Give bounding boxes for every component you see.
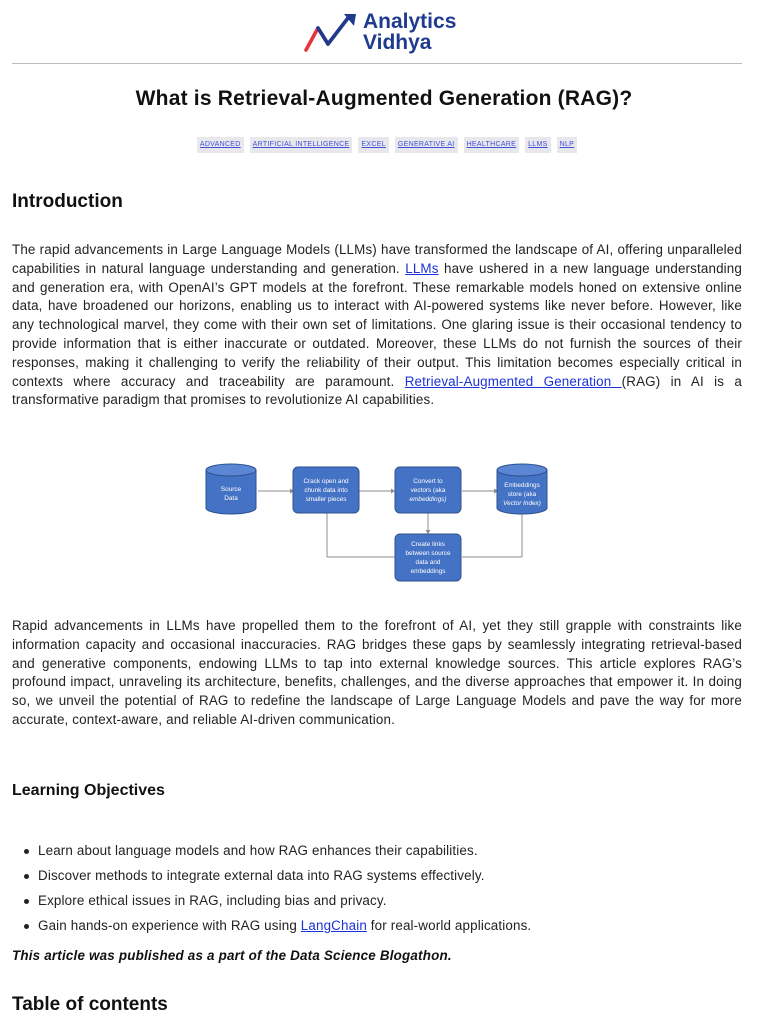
site-header bbox=[12, 0, 742, 64]
node-embeddings-store bbox=[497, 464, 547, 514]
convert-label-1: Convert to bbox=[413, 478, 443, 485]
arrow-convert-links bbox=[426, 530, 431, 534]
links-label-4: embeddings bbox=[410, 568, 446, 575]
objectives-list bbox=[38, 838, 531, 938]
site-logo[interactable] bbox=[304, 8, 474, 56]
links-label-3: data and bbox=[415, 559, 441, 566]
objective-4-text-a: Gain hands-on experience with RAG using bbox=[38, 918, 301, 933]
blogathon-note: This article was published as a part of the Data Science Blogathon. bbox=[12, 948, 452, 963]
list-item: Explore ethical issues in RAG, including bias and privacy. bbox=[38, 888, 531, 913]
store-label-1: Embeddings bbox=[504, 482, 540, 489]
node-create-links bbox=[395, 534, 461, 581]
llms-link[interactable]: LLMs bbox=[405, 260, 439, 276]
chunk-label-2: chunk data into bbox=[304, 487, 348, 494]
list-item bbox=[38, 913, 531, 938]
links-label-1: Create links bbox=[411, 541, 445, 548]
source-label-1: Source bbox=[220, 486, 242, 493]
tag-advanced[interactable]: ADVANCED bbox=[197, 137, 244, 153]
store-label-3: Vector Index) bbox=[503, 500, 541, 507]
rag-link[interactable]: Retrieval-Augmented Generation bbox=[404, 373, 622, 389]
convert-label-3: embeddings) bbox=[409, 496, 447, 503]
introduction-heading: Introduction bbox=[12, 191, 123, 212]
store-label-2: store (aka bbox=[507, 491, 537, 498]
tag-list bbox=[0, 137, 768, 153]
intro-text-b: have ushered in a new language understanding and generation era, with OpenAI’s GPT models at the forefront. These remarkable models honed on extensive online data, have broadened our horizons, enabling us to interact with AI-powered systems like never before. However, like any technological marvel, they come with their own set of limitations. One glaring issue is their occasional tendency to provide information that is either inaccurate or outdated. Moreover, these LLMs do not furnish the sources of their responses, making it challenging to verify the reliability of their output. This limitation becomes especially critical in contexts where accuracy and traceability are paramount. bbox=[12, 260, 742, 389]
objective-4-text-b: for real-world applications. bbox=[366, 918, 532, 933]
article-title: What is Retrieval-Augmented Generation (RAG)? bbox=[135, 87, 633, 110]
tag-excel[interactable]: EXCEL bbox=[358, 137, 388, 153]
tag-llms[interactable]: LLMS bbox=[525, 137, 551, 153]
intro-text-c: (RAG) in AI is a transformative paradigm that promises to revolutionize AI capabilities. bbox=[12, 373, 742, 408]
rag-overview-paragraph: Rapid advancements in LLMs have propelled them to the forefront of AI, yet they still grapple with constraints like information capacity and occasional inaccuracies. RAG bridges these gaps by seamlessly integrating retrieval-based and generative components, endowing LLMs to tap into external knowledge sources. This article explores RAG’s profound impact, unraveling its architecture, benefits, challenges, and the diverse approaches that empower it. In doing so, we unveil the potential of RAG to redefine the landscape of Large Language Models and pave the way for more accurate, context-aware, and reliable AI-driven communication. bbox=[12, 618, 742, 727]
table-of-contents-heading: Table of contents bbox=[12, 994, 168, 1015]
intro-text-a: The rapid advancements in Large Language Models (LLMs) have transformed the landscape of AI, offering unparalleled capabilities in natural language understanding and generation. bbox=[12, 242, 742, 276]
chunk-label-3: smaller pieces bbox=[305, 496, 347, 503]
convert-label-2: vectors (aka bbox=[410, 487, 446, 494]
intro-paragraph bbox=[12, 241, 742, 410]
logo-chart-icon bbox=[304, 12, 360, 52]
learning-objectives-heading: Learning Objectives bbox=[12, 782, 165, 799]
list-item: Discover methods to integrate external data into RAG systems effectively. bbox=[38, 863, 531, 888]
tag-healthcare[interactable]: HEALTHCARE bbox=[464, 137, 520, 153]
node-chunk-data bbox=[293, 467, 359, 513]
rag-pipeline-diagram bbox=[200, 460, 552, 585]
node-convert-vectors bbox=[395, 467, 461, 513]
logo-line-1: Analytics bbox=[363, 10, 457, 33]
node-source-data bbox=[206, 464, 256, 514]
list-item: Learn about language models and how RAG enhances their capabilities. bbox=[38, 838, 531, 863]
tag-artificial-intelligence[interactable]: ARTIFICIAL INTELLIGENCE bbox=[250, 137, 353, 153]
tag-generative-ai[interactable]: GENERATIVE AI bbox=[395, 137, 458, 153]
chunk-label-1: Crack open and bbox=[303, 478, 349, 485]
logo-text bbox=[363, 11, 456, 53]
langchain-link[interactable]: LangChain bbox=[300, 918, 367, 933]
source-label-2: Data bbox=[224, 495, 238, 502]
tag-nlp[interactable]: NLP bbox=[557, 137, 578, 153]
arrow-chunk-convert bbox=[391, 489, 395, 494]
links-label-2: between source bbox=[405, 550, 451, 557]
logo-line-2: Vidhya bbox=[363, 31, 432, 54]
